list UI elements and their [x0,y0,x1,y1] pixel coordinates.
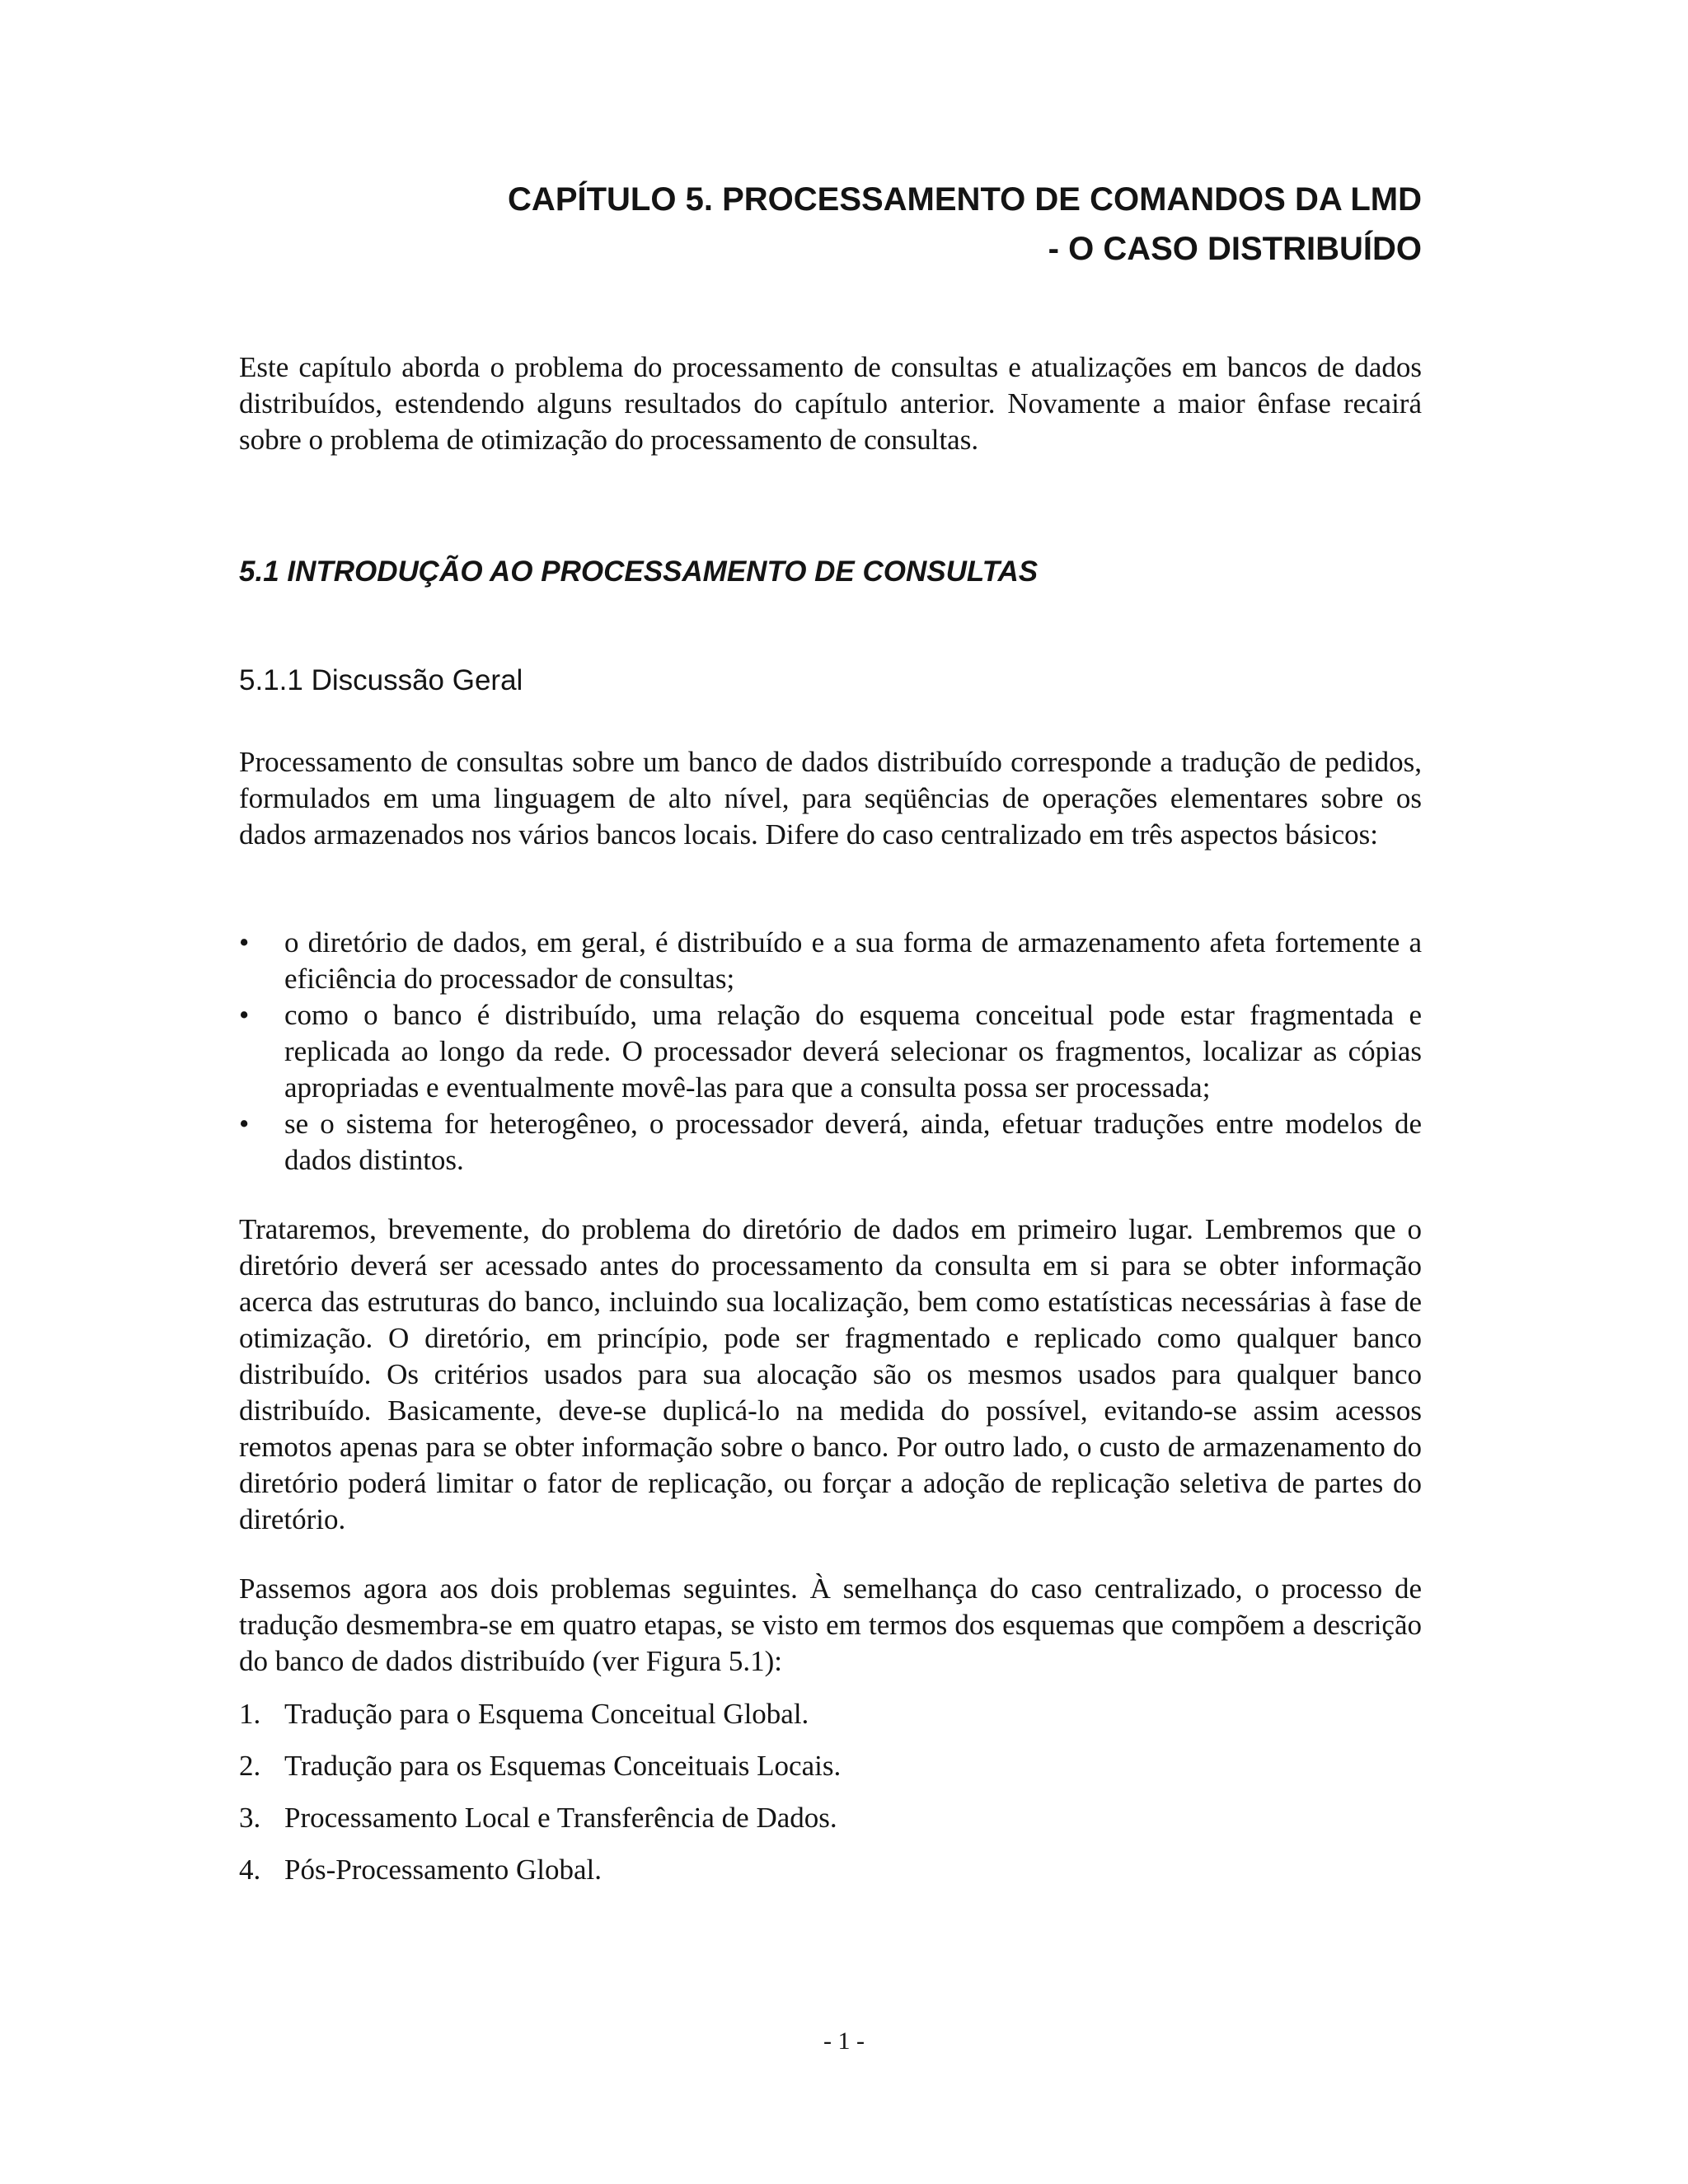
list-item-number: 4. [239,1854,261,1886]
chapter-title [239,175,1422,274]
body-paragraph-1: Processamento de consultas sobre um banco de dados distribuído corresponde a tradução de pedidos, formulados em uma linguagem de alto nível, para seqüências de operações elementares sobre os dados armazenados nos vários bancos locais. Difere do caso centralizado em três aspectos básicos: [239,746,1422,851]
subsection-heading: 5.1.1 Discussão Geral [239,664,523,696]
list-item-number: 2. [239,1750,261,1782]
bullet-item [239,997,1422,1106]
body-paragraph-2: Trataremos, brevemente, do problema do diretório de dados em primeiro lugar. Lembremos que o diretório deverá ser acessado antes do processamento da consulta em si para se obter informação acerca das estruturas do banco, incluindo sua localização, bem como estatísticas necessárias à fase de otimização. O diretório, em princípio, pode ser fragmentado e replicado como qualquer banco distribuído. Os critérios usados para sua alocação são os mesmos usados para qualquer banco distribuído. Basicamente, deve-se duplicá-lo na medida do possível, evitando-se assim acessos remotos apenas para se obter informação sobre o banco. Por outro lado, o custo de armazenamento do diretório poderá limitar o fator de replicação, ou forçar a adoção de replicação seletiva de partes do diretório. [239,1213,1422,1535]
page-number: - 1 - [823,2027,865,2055]
intro-paragraph: Este capítulo aborda o problema do processamento de consultas e atualizações em bancos de dados distribuídos, estendendo alguns resultados do capítulo anterior. Novamente a maior ênfase recairá sobre o problema de otimização do processamento de consultas. [239,351,1422,456]
section-heading: 5.1 INTRODUÇÃO AO PROCESSAMENTO DE CONSULTAS [239,555,1039,588]
numbered-list-item [239,1800,1422,1852]
list-item-text: Tradução para os Esquemas Conceituais Locais. [284,1750,842,1782]
numbered-list [239,1696,1422,1904]
list-item-number: 1. [239,1698,261,1730]
list-item-number: 3. [239,1802,261,1834]
chapter-title-line-2: - O CASO DISTRIBUÍDO [1048,231,1422,267]
bullet-text: o diretório de dados, em geral, é distribuído e a sua forma de armazenamento afeta fortemente a eficiência do processador de consultas; [284,926,1422,995]
numbered-list-item [239,1852,1422,1904]
bullet-text: se o sistema for heterogêneo, o processador deverá, ainda, efetuar traduções entre modelos de dados distintos. [284,1108,1422,1176]
numbered-list-item [239,1748,1422,1800]
bullet-icon: • [239,1108,250,1140]
list-item-text: Processamento Local e Transferência de Dados. [284,1802,837,1834]
numbered-list-item [239,1696,1422,1748]
bullet-icon: • [239,999,250,1031]
list-item-text: Tradução para o Esquema Conceitual Global. [284,1698,809,1730]
body-paragraph-3: Passemos agora aos dois problemas seguintes. À semelhança do caso centralizado, o processo de tradução desmembra-se em quatro etapas, se visto em termos dos esquemas que compõem a descrição do banco de dados distribuído (ver Figura 5.1): [239,1572,1422,1677]
bullet-icon: • [239,926,250,958]
bullet-item [239,925,1422,997]
list-item-text: Pós-Processamento Global. [284,1854,602,1886]
bullet-text: como o banco é distribuído, uma relação do esquema conceitual pode estar fragmentada e replicada ao longo da rede. O processador deverá selecionar os fragmentos, localizar as cópias apropriadas e eventualmente movê-las para que a consulta possa ser processada; [284,999,1422,1104]
bullet-item [239,1106,1422,1179]
bullet-list [239,925,1422,1179]
chapter-title-line-1: CAPÍTULO 5. PROCESSAMENTO DE COMANDOS DA LMD [508,181,1422,218]
